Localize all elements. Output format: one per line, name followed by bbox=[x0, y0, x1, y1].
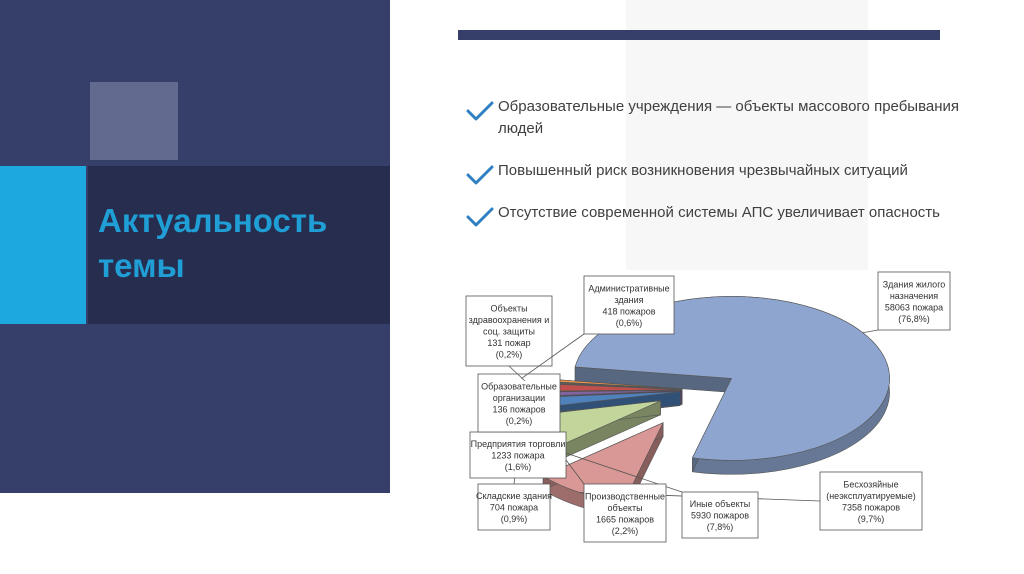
bullet-item bbox=[466, 160, 1006, 182]
slice-label: (9,7%) bbox=[857, 513, 885, 524]
slice-label: Объекты bbox=[490, 303, 528, 314]
slice-label: 704 пожара bbox=[489, 502, 539, 513]
bullet-text: Отсутствие современной системы АПС увеличивает опасность bbox=[498, 204, 940, 221]
slice-label: Административные bbox=[588, 283, 670, 294]
bullet-text: Образовательные учреждения — объекты массового пребывания людей bbox=[498, 98, 960, 137]
slice-label: (неэксплуатируемые) bbox=[826, 490, 916, 501]
slice-label: 418 пожаров bbox=[602, 306, 656, 317]
bullet-item bbox=[466, 96, 1006, 140]
accent-bar bbox=[0, 166, 86, 324]
slice-label: объекты bbox=[607, 502, 643, 513]
leader-line bbox=[863, 330, 878, 333]
slice-label: Производственные bbox=[584, 491, 666, 502]
slice-label: здания bbox=[614, 294, 644, 305]
slice-label: Складские здания bbox=[475, 491, 553, 501]
slice-label: Бесхозяйные bbox=[843, 479, 899, 490]
bullet-item bbox=[466, 202, 1006, 224]
slice-label: 5930 пожаров bbox=[690, 510, 750, 521]
checkmark-icon bbox=[466, 164, 494, 186]
checkmark-icon bbox=[466, 206, 494, 228]
slice-label: Здания жилого bbox=[882, 279, 946, 290]
slice-label: (76,8%) bbox=[898, 313, 930, 324]
slice-label: Иные объекты bbox=[689, 499, 751, 509]
slice-label: 7358 пожаров bbox=[841, 502, 901, 513]
slice-label: Предприятия торговли bbox=[470, 439, 566, 449]
slice-label: (7,8%) bbox=[706, 522, 734, 532]
slice-label: Образовательные bbox=[481, 381, 557, 392]
top-rule bbox=[458, 30, 940, 40]
slice-label: соц. защиты bbox=[483, 326, 535, 337]
slice-label: 131 пожар bbox=[487, 338, 531, 348]
bullet-text: Повышенный риск возникновения чрезвычайных ситуаций bbox=[498, 162, 908, 179]
slice-label: 1233 пожара bbox=[491, 450, 545, 461]
slice-label: (0,9%) bbox=[500, 514, 528, 524]
slice-label: назначения bbox=[889, 290, 939, 301]
pie-chart bbox=[450, 262, 970, 562]
decorative-square bbox=[90, 82, 178, 160]
slice-label: (0,2%) bbox=[495, 349, 523, 360]
checkmark-icon bbox=[466, 100, 494, 122]
bullet-list bbox=[466, 96, 1006, 244]
slide-title: Актуальность темы bbox=[98, 202, 328, 284]
slice-label: (0,6%) bbox=[615, 317, 643, 328]
slice-label: (2,2%) bbox=[611, 525, 639, 536]
slice-label: 58063 пожара bbox=[884, 302, 944, 313]
slice-label: (0,2%) bbox=[505, 415, 533, 426]
slice-label: здравоохранения и bbox=[468, 315, 550, 325]
slice-label: (1,6%) bbox=[504, 462, 532, 472]
slice-label: 1665 пожаров bbox=[595, 514, 655, 525]
slice-label: 136 пожаров bbox=[492, 404, 546, 415]
slice-label: организации bbox=[492, 392, 546, 403]
